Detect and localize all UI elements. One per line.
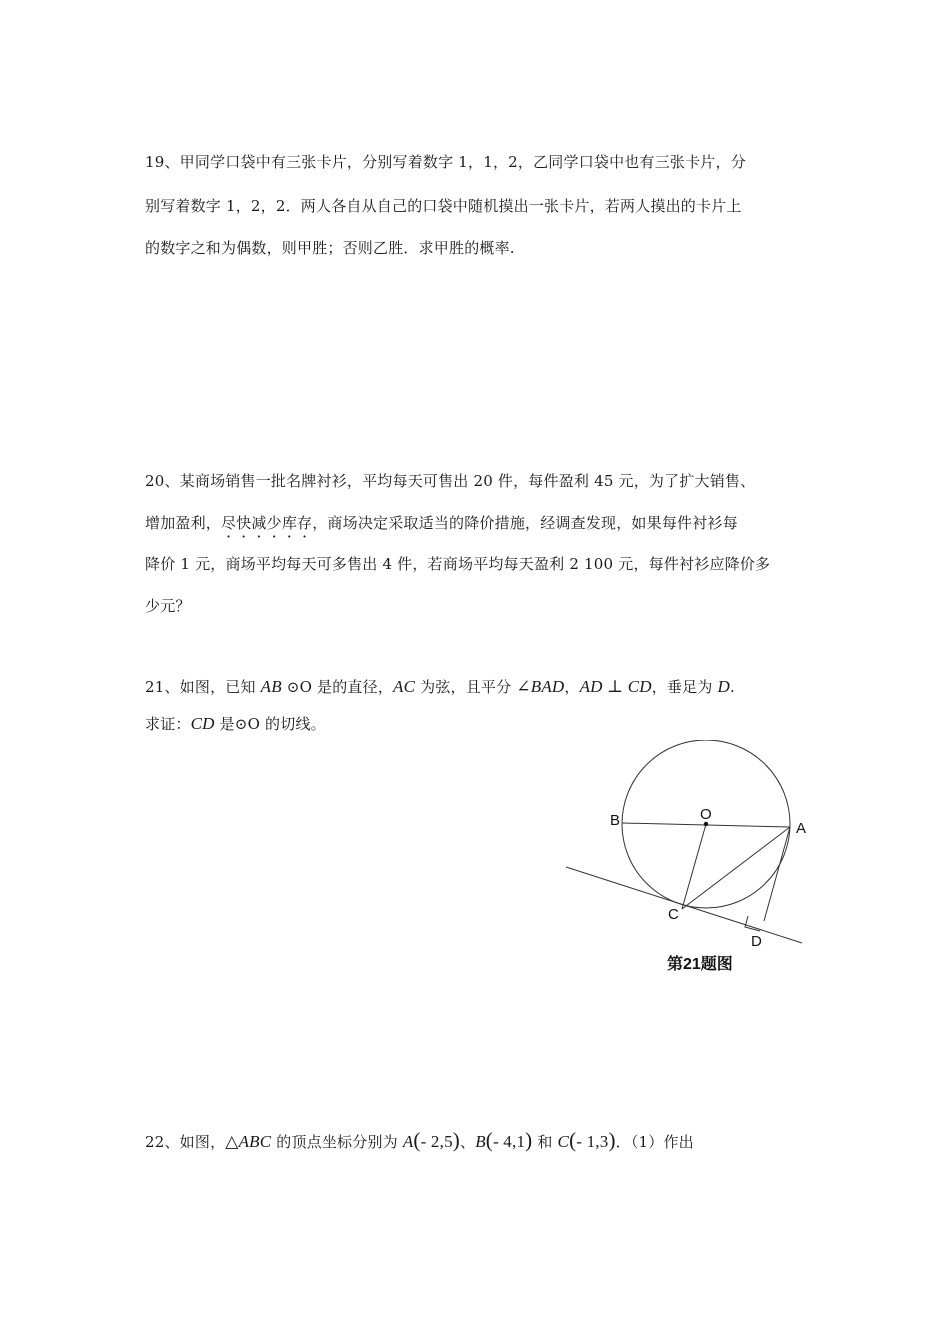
emph-char: 减 xyxy=(251,514,267,532)
q20-line-2 xyxy=(145,512,738,533)
emph-char: 存 xyxy=(297,514,313,532)
q19-line-3: 的数字之和为偶数，则甲胜；否则乙胜．求甲胜的概率. xyxy=(145,239,515,257)
label-c: C xyxy=(668,906,679,923)
label-a: A xyxy=(796,820,807,837)
math-point-a: A xyxy=(402,1132,414,1151)
q21-line-2: 求证：CD 是⊙O 的切线。 xyxy=(145,714,326,733)
q20-line-3: 降价 1 元，商场平均每天可多售出 4 件，若商场平均每天盈利 2 100 元，每件衬衫应降价多 xyxy=(145,555,771,573)
coord-b: - 4,1 xyxy=(493,1132,526,1151)
segment-oc xyxy=(682,824,706,909)
math-point-c: C xyxy=(557,1132,570,1151)
math-ac: AC xyxy=(393,677,416,696)
q19-line-1: 19、甲同学口袋中有三张卡片，分别写着数字 1，1，2，乙同学口袋中也有三张卡片，分 xyxy=(145,153,746,171)
math-cd: CD xyxy=(190,714,215,733)
coord-c: - 1,3 xyxy=(576,1132,609,1151)
q19-line-2: 别写着数字 1，2，2．两人各自从自己的口袋中随机摸出一张卡片，若两人摸出的卡片上 xyxy=(145,197,742,215)
q20-line-2-pre: 增加盈利， xyxy=(145,514,222,532)
math-perp: AD ⊥ CD xyxy=(579,677,652,696)
tangent-line-cd xyxy=(566,867,802,943)
math-ab: AB xyxy=(260,677,282,696)
emph-char: 少 xyxy=(266,514,282,532)
label-d: D xyxy=(751,933,762,950)
math-d: D xyxy=(717,677,731,696)
q20-emphasis xyxy=(221,514,312,532)
q20-line-2-post: ，商场决定采取适当的降价措施，经调查发现，如果每件衬衫每 xyxy=(312,514,738,532)
label-o: O xyxy=(700,806,712,823)
chord-ac xyxy=(682,827,790,909)
q21-line-1: 21、如图，已知 AB ⊙O 是的直径，AC 为弦，且平分 ∠BAD，AD ⊥ CD，垂足为 D. xyxy=(145,677,735,696)
math-point-b: B xyxy=(475,1132,486,1151)
label-b: B xyxy=(610,812,621,829)
emph-char: 尽 xyxy=(221,514,237,532)
math-triangle-abc: △ABC xyxy=(225,1132,272,1151)
emph-char: 库 xyxy=(281,514,298,532)
q21-figure xyxy=(560,740,810,980)
q20-line-1: 20、某商场销售一批名牌衬衫，平均每天可售出 20 件，每件盈利 45 元，为了扩大销售、 xyxy=(145,472,756,490)
figure-caption: 第21题图 xyxy=(667,956,733,973)
emph-char: 快 xyxy=(236,514,252,532)
math-angle-bad: ∠BAD xyxy=(516,677,565,696)
coord-a: - 2,5 xyxy=(420,1132,453,1151)
q20-line-4: 少元？ xyxy=(145,597,191,615)
q22-line-1: 22、如图，△ABC 的顶点坐标分别为 A(- 2,5)、B(- 4,1) 和 C(- 1,3)．（1）作出 xyxy=(145,1128,694,1152)
segment-ad xyxy=(764,827,790,921)
